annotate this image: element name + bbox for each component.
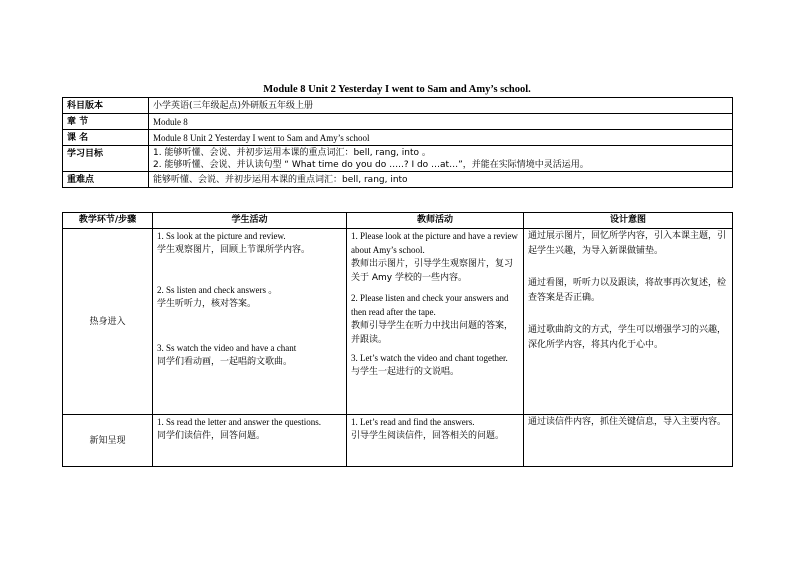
- student-step-en: 1. Ss look at the picture and review.: [157, 231, 286, 241]
- student-step-en: 3. Ss watch the video and have a chant: [157, 343, 297, 353]
- chapter-value: Module 8: [149, 114, 733, 130]
- student-step-zh: 学生观察图片，回顾上节课所学内容。: [157, 245, 311, 255]
- teacher-activity-new: [347, 415, 524, 467]
- student-activity-new: [153, 415, 347, 467]
- student-step-en: 2. Ss listen and check answers 。: [157, 285, 278, 295]
- edition-label: 科目版本: [63, 98, 149, 114]
- student-activity-warmup: [153, 229, 347, 415]
- table-row: [63, 229, 733, 415]
- info-table: [62, 97, 733, 188]
- table-row: [63, 415, 733, 467]
- design-note: 通过读信件内容，抓住关键信息，导入主要内容。: [528, 417, 727, 427]
- design-note: 通过看图，听听力以及跟读，将故事再次复述，检查答案是否正确。: [528, 278, 727, 303]
- key-label: 重难点: [63, 172, 149, 188]
- stage-new-knowledge: 新知呈现: [63, 415, 153, 467]
- student-step-en: 1. Ss read the letter and answer the questions.: [157, 417, 321, 427]
- info-row-lesson: [63, 130, 733, 146]
- design-note: 通过展示图片，回忆所学内容，引入本课主题，引起学生兴趣，为导入新课做铺垫。: [528, 231, 727, 256]
- teacher-step-zh: 教师出示图片，引导学生观察图片，复习关于 Amy 学校的一些内容。: [351, 259, 514, 283]
- document-title: Module 8 Unit 2 Yesterday I went to Sam and Amy’s school.: [263, 84, 531, 95]
- header-student: 学生活动: [153, 213, 347, 229]
- activity-table: [62, 212, 733, 467]
- chapter-label: 章 节: [63, 114, 149, 130]
- teacher-step-en: 1. Please look at the picture and have a review about Amy’s school.: [351, 231, 518, 255]
- header-teacher: 教师活动: [347, 213, 524, 229]
- goals-label: 学习目标: [63, 146, 149, 172]
- design-note: 通过歌曲韵文的方式，学生可以增强学习的兴趣，深化所学内容，将其内化于心中。: [528, 325, 727, 350]
- student-step-zh: 同学们看动画，一起唱韵文歌曲。: [157, 357, 293, 367]
- lesson-label: 课 名: [63, 130, 149, 146]
- teacher-step-en: 3. Let’s watch the video and chant together.: [351, 353, 508, 363]
- info-row-key: [63, 172, 733, 188]
- student-step-zh: 学生听听力，核对答案。: [157, 299, 257, 309]
- header-stage: 教学环节/步骤: [63, 213, 153, 229]
- info-row-chapter: [63, 114, 733, 130]
- activity-header-row: [63, 213, 733, 229]
- teacher-activity-warmup: [347, 229, 524, 415]
- header-design: 设计意图: [524, 213, 733, 229]
- design-intent-warmup: [524, 229, 733, 415]
- info-row-goals: [63, 146, 733, 172]
- teacher-step-zh: 引导学生阅读信件，回答相关的问题。: [351, 431, 505, 441]
- info-row-edition: [63, 98, 733, 114]
- lesson-value: Module 8 Unit 2 Yesterday I went to Sam and Amy’s school: [149, 130, 733, 146]
- key-value: 能够听懂、会说、并初步运用本课的重点词汇：bell, rang, into: [149, 172, 733, 188]
- goal-2: 2. 能够听懂、会说、并认读句型 “ What time do you do …..? I do …at…”，并能在实际情境中灵活运用。: [153, 160, 589, 170]
- edition-value: 小学英语(三年级起点)外研版五年级上册: [149, 98, 733, 114]
- teacher-step-en: 2. Please listen and check your answers and then read after the tape.: [351, 293, 509, 317]
- student-step-zh: 同学们读信件，回答问题。: [157, 431, 266, 441]
- teacher-step-en: 1. Let’s read and find the answers.: [351, 417, 475, 427]
- stage-warmup: 热身进入: [63, 229, 153, 415]
- teacher-step-zh: 与学生一起进行的文说唱。: [351, 367, 460, 377]
- design-intent-new: [524, 415, 733, 467]
- goal-1: 1. 能够听懂、会说、并初步运用本课的重点词汇：bell, rang, into 。: [153, 148, 431, 158]
- teacher-step-zh: 教师引导学生在听力中找出问题的答案，并跟读。: [351, 321, 514, 345]
- goals-value: [149, 146, 733, 172]
